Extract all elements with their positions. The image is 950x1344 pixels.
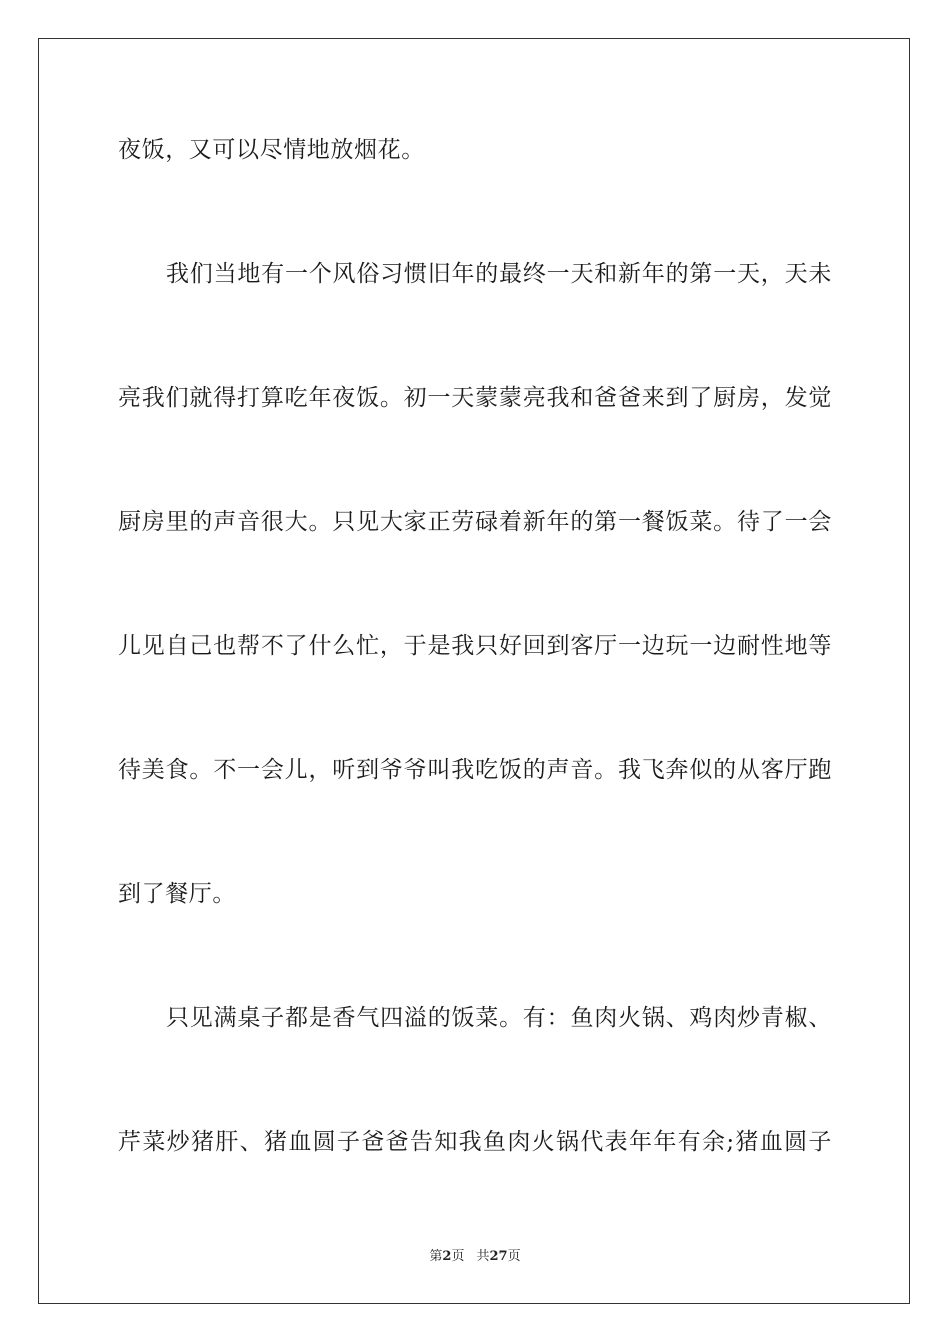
total-pages: 27 <box>489 1249 508 1264</box>
total-suffix: 页 <box>507 1249 521 1264</box>
text-line-3: 亮我们就得打算吃年夜饭。初一天蒙蒙亮我和爸爸来到了厨房，发觉 <box>118 385 832 411</box>
text-line-5: 儿见自己也帮不了什么忙，于是我只好回到客厅一边玩一边耐性地等 <box>118 633 832 659</box>
text-line-4: 厨房里的声音很大。只见大家正劳碌着新年的第一餐饭菜。待了一会 <box>118 509 832 535</box>
text-line-9: 芹菜炒猪肝、猪血圆子爸爸告知我鱼肉火锅代表年年有余;猪血圆子 <box>118 1129 832 1155</box>
text-line-6: 待美食。不一会儿，听到爷爷叫我吃饭的声音。我飞奔似的从客厅跑 <box>118 757 832 783</box>
total-prefix: 共 <box>476 1249 490 1264</box>
text-line-8: 只见满桌子都是香气四溢的饭菜。有：鱼肉火锅、鸡肉炒青椒、 <box>166 1005 832 1031</box>
page-footer <box>0 1248 950 1266</box>
text-line-1: 夜饭，又可以尽情地放烟花。 <box>118 137 425 163</box>
page-number: 2 <box>442 1249 452 1264</box>
page-border <box>38 38 910 1304</box>
page-prefix: 第 <box>429 1249 443 1264</box>
text-line-7: 到了餐厅。 <box>118 881 236 907</box>
text-line-2: 我们当地有一个风俗习惯旧年的最终一天和新年的第一天，天未 <box>166 261 832 287</box>
page-suffix: 页 <box>451 1249 465 1264</box>
